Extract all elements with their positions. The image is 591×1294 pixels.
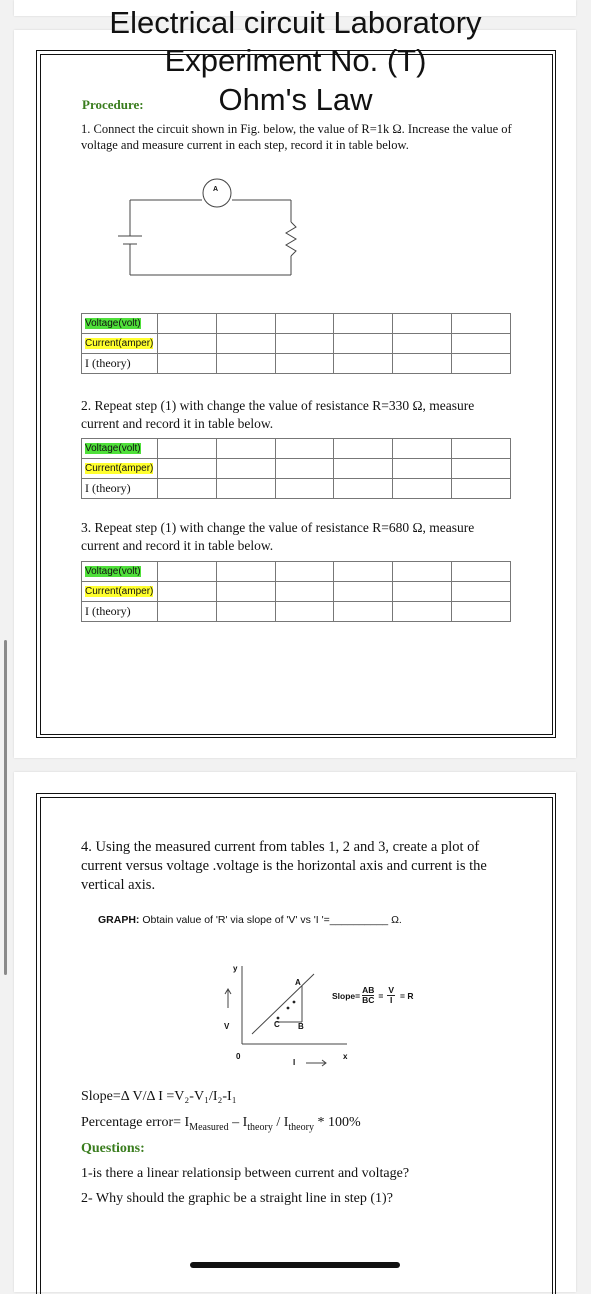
table-row — [82, 354, 511, 374]
diagram-x-label: x — [343, 1052, 348, 1061]
diagram-point-a: A — [295, 978, 301, 987]
fraction-v: V — [388, 985, 395, 995]
graph-instruction — [98, 914, 402, 926]
diagram-point-b: B — [298, 1022, 304, 1031]
graph-label: GRAPH: — [98, 914, 140, 926]
voltage-row-label: Voltage(volt) — [85, 566, 141, 577]
current-row-label: Current(amper) — [85, 338, 154, 349]
slope-equation — [332, 986, 414, 1005]
experiment-name: Ohm's Law — [218, 82, 373, 117]
current-row-label: Current(amper) — [85, 463, 154, 474]
diagram-i-label: I — [293, 1058, 296, 1067]
diagram-v-label: V — [224, 1022, 230, 1031]
slope-formula: Slope=Δ V/Δ I =V₂-V₁/I₂-I₁ — [81, 1089, 237, 1104]
table-row — [82, 562, 511, 582]
page-1-inner-border — [40, 54, 553, 735]
theory-row-label: I (theory) — [82, 354, 158, 374]
data-table-3 — [81, 561, 511, 622]
theory-row-label: I (theory) — [82, 479, 158, 499]
diagram-origin-label: 0 — [236, 1052, 241, 1061]
circuit-diagram — [110, 176, 310, 286]
lab-title: Electrical circuit Laboratory — [109, 5, 482, 40]
table-row — [82, 582, 511, 602]
ammeter-label: A — [213, 186, 219, 193]
fraction-i: I — [390, 995, 393, 1005]
ammeter-symbol — [203, 179, 231, 207]
fraction-bc: BC — [362, 995, 375, 1005]
step-3-text: 3. Repeat step (1) with change the value of resistance R=680 Ω, measure current and record it in table below. — [81, 520, 475, 553]
table-row — [82, 314, 511, 334]
equals-sign: = — [378, 990, 384, 1001]
equals-r: = R — [400, 990, 414, 1001]
voltage-row-label: Voltage(volt) — [85, 443, 141, 454]
table-row — [82, 602, 511, 622]
table-row — [82, 334, 511, 354]
current-row-label: Current(amper) — [85, 586, 154, 597]
data-table-2 — [81, 438, 511, 499]
diagram-y-label: y — [233, 964, 238, 973]
home-indicator[interactable] — [190, 1262, 400, 1268]
questions-heading: Questions: — [81, 1141, 145, 1156]
percentage-error-formula: Percentage error= $I_{Measured} - I_{theory} / I_{theory} * 100\%$ — [81, 1115, 361, 1133]
slope-diagram — [222, 962, 352, 1072]
question-1: 1-is there a linear relationsip between current and voltage? — [81, 1166, 410, 1181]
scrollbar-thumb[interactable] — [4, 640, 7, 975]
data-table-1 — [81, 313, 511, 374]
diagram-point-c: C — [274, 1020, 280, 1029]
voltage-row-label: Voltage(volt) — [85, 318, 141, 329]
graph-text: Obtain value of 'R' via slope of 'V' vs 'I '=__________ Ω. — [142, 914, 402, 926]
procedure-heading: Procedure: — [82, 97, 144, 112]
step-4-text: 4. Using the measured current from tables 1, 2 and 3, create a plot of current versus voltage .voltage is the horizontal axis and current is the vertical axis. — [81, 839, 487, 893]
slope-prefix: Slope= — [332, 990, 361, 1001]
table-row — [82, 439, 511, 459]
step-2-text: 2. Repeat step (1) with change the value of resistance R=330 Ω, measure current and record it in table below. — [81, 398, 475, 431]
fraction-ab: AB — [362, 985, 375, 995]
theory-row-label: I (theory) — [82, 602, 158, 622]
table-row — [82, 479, 511, 499]
question-2: 2- Why should the graphic be a straight line in step (1)? — [81, 1191, 393, 1206]
step-1-text: 1. Connect the circuit shown in Fig. below, the value of R=1k Ω. Increase the value of voltage and measure current in each step, record it in table below. — [81, 122, 512, 152]
table-row — [82, 459, 511, 479]
experiment-number: Experiment No. (T) — [164, 43, 427, 78]
